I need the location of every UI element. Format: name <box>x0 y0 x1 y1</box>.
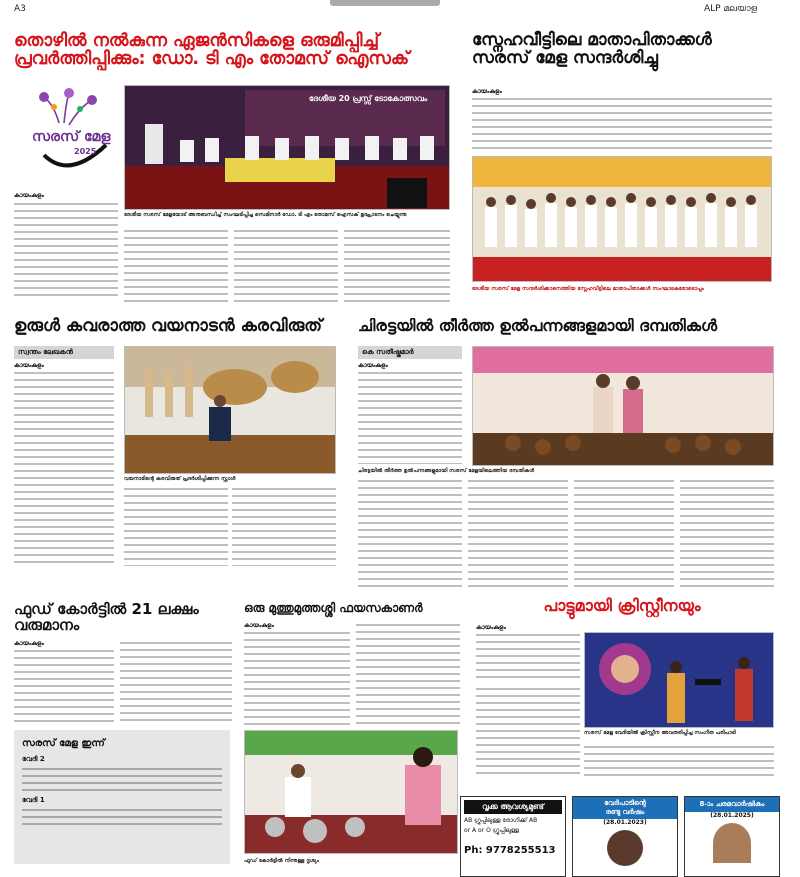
story1-headline-line2: പ്രവർത്തിപ്പിക്കും: ഡോ. ടി എം തോമസ് ഐസക് <box>14 49 410 70</box>
story5-text-col1 <box>14 648 114 722</box>
story3-headline: ഉരുൾ കവരാത്ത വയനാടൻ കരവിരുത് <box>14 316 323 336</box>
today-stage-1: വേദി 1 <box>22 796 45 804</box>
story4-dateline: കായംകുളം <box>358 362 388 369</box>
story1-text-col4 <box>344 228 450 302</box>
today-stage-2-events <box>22 766 222 792</box>
story4-text-col3 <box>468 478 568 588</box>
memorial-ad-1-title <box>573 797 677 819</box>
memorial-ad-2-date: (28.01.2025) <box>710 812 754 819</box>
logo-text: സരസ് മേള <box>32 129 111 145</box>
story6-photo <box>244 730 458 854</box>
story3-caption: വയനാടിന്റെ കരവിരുത് പ്രദർശിപ്പിക്കുന്ന സ്റ്റാൾ <box>124 476 236 482</box>
page-number: A3 <box>14 4 26 14</box>
story3-text-col3 <box>232 486 336 566</box>
kidney-ad-line1: AB ഗ്രൂപ്പിലുള്ള രോഗിക്ക് AB <box>464 817 538 824</box>
story3-dateline: കായംകുളം <box>14 362 44 369</box>
story1-headline-line1: തൊഴിൽ നൽകുന്ന ഏജൻസികളെ ഒരുമിപ്പിച്ച് <box>14 31 380 51</box>
story2-headline <box>472 32 772 68</box>
kidney-ad <box>460 796 566 877</box>
story4-text-col4 <box>574 478 674 588</box>
story2-dateline: കായംകുളം <box>472 88 502 95</box>
kidney-ad-phone: Ph: 9778255513 <box>464 845 556 856</box>
logo-year: 2025 <box>74 147 97 156</box>
story3-text-col2 <box>124 486 228 566</box>
story6-text-col1 <box>244 630 350 726</box>
story3-author: സ്വന്തം ലേഖകൻ <box>14 346 114 359</box>
today-box-title: സരസ് മേള ഇന്ന് <box>22 738 105 749</box>
edition-code: ALP <box>704 4 721 14</box>
kidney-ad-title: വൃക്ക ആവശ്യമുണ്ട് <box>464 800 562 814</box>
story6-dateline: കായംകുളം <box>244 622 274 629</box>
story4-text-col2 <box>358 478 462 588</box>
story4-caption: ചിരട്ടയിൽ തീർത്ത ഉൽപന്നങ്ങളുമായി സരസ് മേളയിലെത്തിയ ദമ്പതികൾ <box>358 468 535 474</box>
story5-dateline: കായംകുളം <box>14 640 44 647</box>
story2-text <box>472 96 772 152</box>
story1-caption: ദേശീയ സരസ് മേളയോട് അനുബന്ധിച്ച് സംഘടിപ്പിച്ച സെമിനാർ ഡോ. ടി എം തോമസ് ഐസക് ഉദ്ഘാടനം ചെയ്യുന്നു <box>124 212 407 218</box>
edition-label <box>704 4 757 14</box>
story6-caption: ഫുഡ് കോർട്ടിൽ നിന്നുള്ള ദൃശ്യം <box>244 858 319 864</box>
story5-headline <box>14 602 234 634</box>
story3-photo <box>124 346 336 474</box>
stage-banner-text: ദേശീയ 20 പ്രസ്സ് ടോകോത്സവം <box>308 94 428 103</box>
story3-text-col1 <box>14 370 114 566</box>
saras-mela-logo <box>14 85 124 185</box>
story6-headline: ഒരു മുത്തുമുത്തശ്ശി ഫയസകാണർ <box>244 601 423 615</box>
story4-photo <box>472 346 774 466</box>
story4-text-col1 <box>358 370 462 464</box>
story7-dateline: കായംകുളം <box>476 624 506 631</box>
story6-text-col2 <box>356 622 460 726</box>
story1-headline <box>14 32 462 69</box>
story4-text-col5 <box>680 478 774 588</box>
story7-caption: സരസ് മേള വേദിയിൽ ക്രിസ്റ്റീന അവതരിപ്പിച്ച സംഗീത പരിപാടി <box>584 730 736 736</box>
today-stage-2: വേദി 2 <box>22 755 45 763</box>
story1-photo <box>124 85 450 210</box>
story4-headline: ചിരട്ടയിൽ തീർത്ത ഉൽപന്നങ്ങളുമായി ദമ്പതികൾ <box>358 318 718 335</box>
story7-headline: പാട്ടുമായി ക്രിസ്റ്റീനയും <box>543 596 701 615</box>
today-stage-1-events <box>22 807 222 827</box>
memorial-ad-2-portrait <box>713 823 751 863</box>
memorial-ad-1-date: (28.01.2023) <box>603 819 647 826</box>
story2-photo <box>472 156 772 282</box>
masthead-strip <box>330 0 440 6</box>
story7-text-col3 <box>584 744 774 778</box>
story7-photo <box>584 632 774 728</box>
kidney-ad-line2: or A or O ഗ്രൂപ്പിലുള്ള <box>464 827 520 834</box>
story1-text-col1 <box>14 201 118 301</box>
story1-text-col3 <box>234 228 338 302</box>
story2-caption: ദേശീയ സരസ് മേള സന്ദർശിക്കാനെത്തിയ സ്നേഹവീട്ടിലെ മാതാപിതാക്കൾ സംഘാടകരോടൊപ്പം <box>472 286 704 292</box>
story5-text-col2 <box>120 640 232 722</box>
story5-headline-line1: ഫുഡ് കോർട്ടിൽ 21 ലക്ഷം <box>14 600 199 618</box>
memorial-ad-1-portrait <box>607 830 643 866</box>
story5-headline-line2: വരുമാനം <box>14 615 80 634</box>
story2-headline-line2: സരസ് മേള സന്ദർശിച്ചു <box>472 47 658 68</box>
story2-headline-line1: സ്നേഹവീട്ടിലെ മാതാപിതാക്കൾ <box>472 30 712 50</box>
story1-dateline: കായംകുളം <box>14 192 44 199</box>
story4-author: കെ സതീഷ്കുമാർ <box>358 346 462 359</box>
story1-text-col2 <box>124 228 228 302</box>
story7-text-col2 <box>476 686 580 778</box>
memorial-ad-1-title-line2: രണ്ടു വർഷം <box>605 808 645 816</box>
edition-name: മലയാള <box>723 4 758 14</box>
memorial-ad-1-title-line1: വേർപാടിന്റെ <box>604 799 646 807</box>
memorial-ad-2 <box>684 796 780 877</box>
memorial-ad-2-title: 8-ാം ചരമവാർഷികം <box>685 797 779 812</box>
memorial-ad-1 <box>572 796 678 877</box>
today-box <box>14 730 230 864</box>
story7-text-col1 <box>476 632 580 682</box>
